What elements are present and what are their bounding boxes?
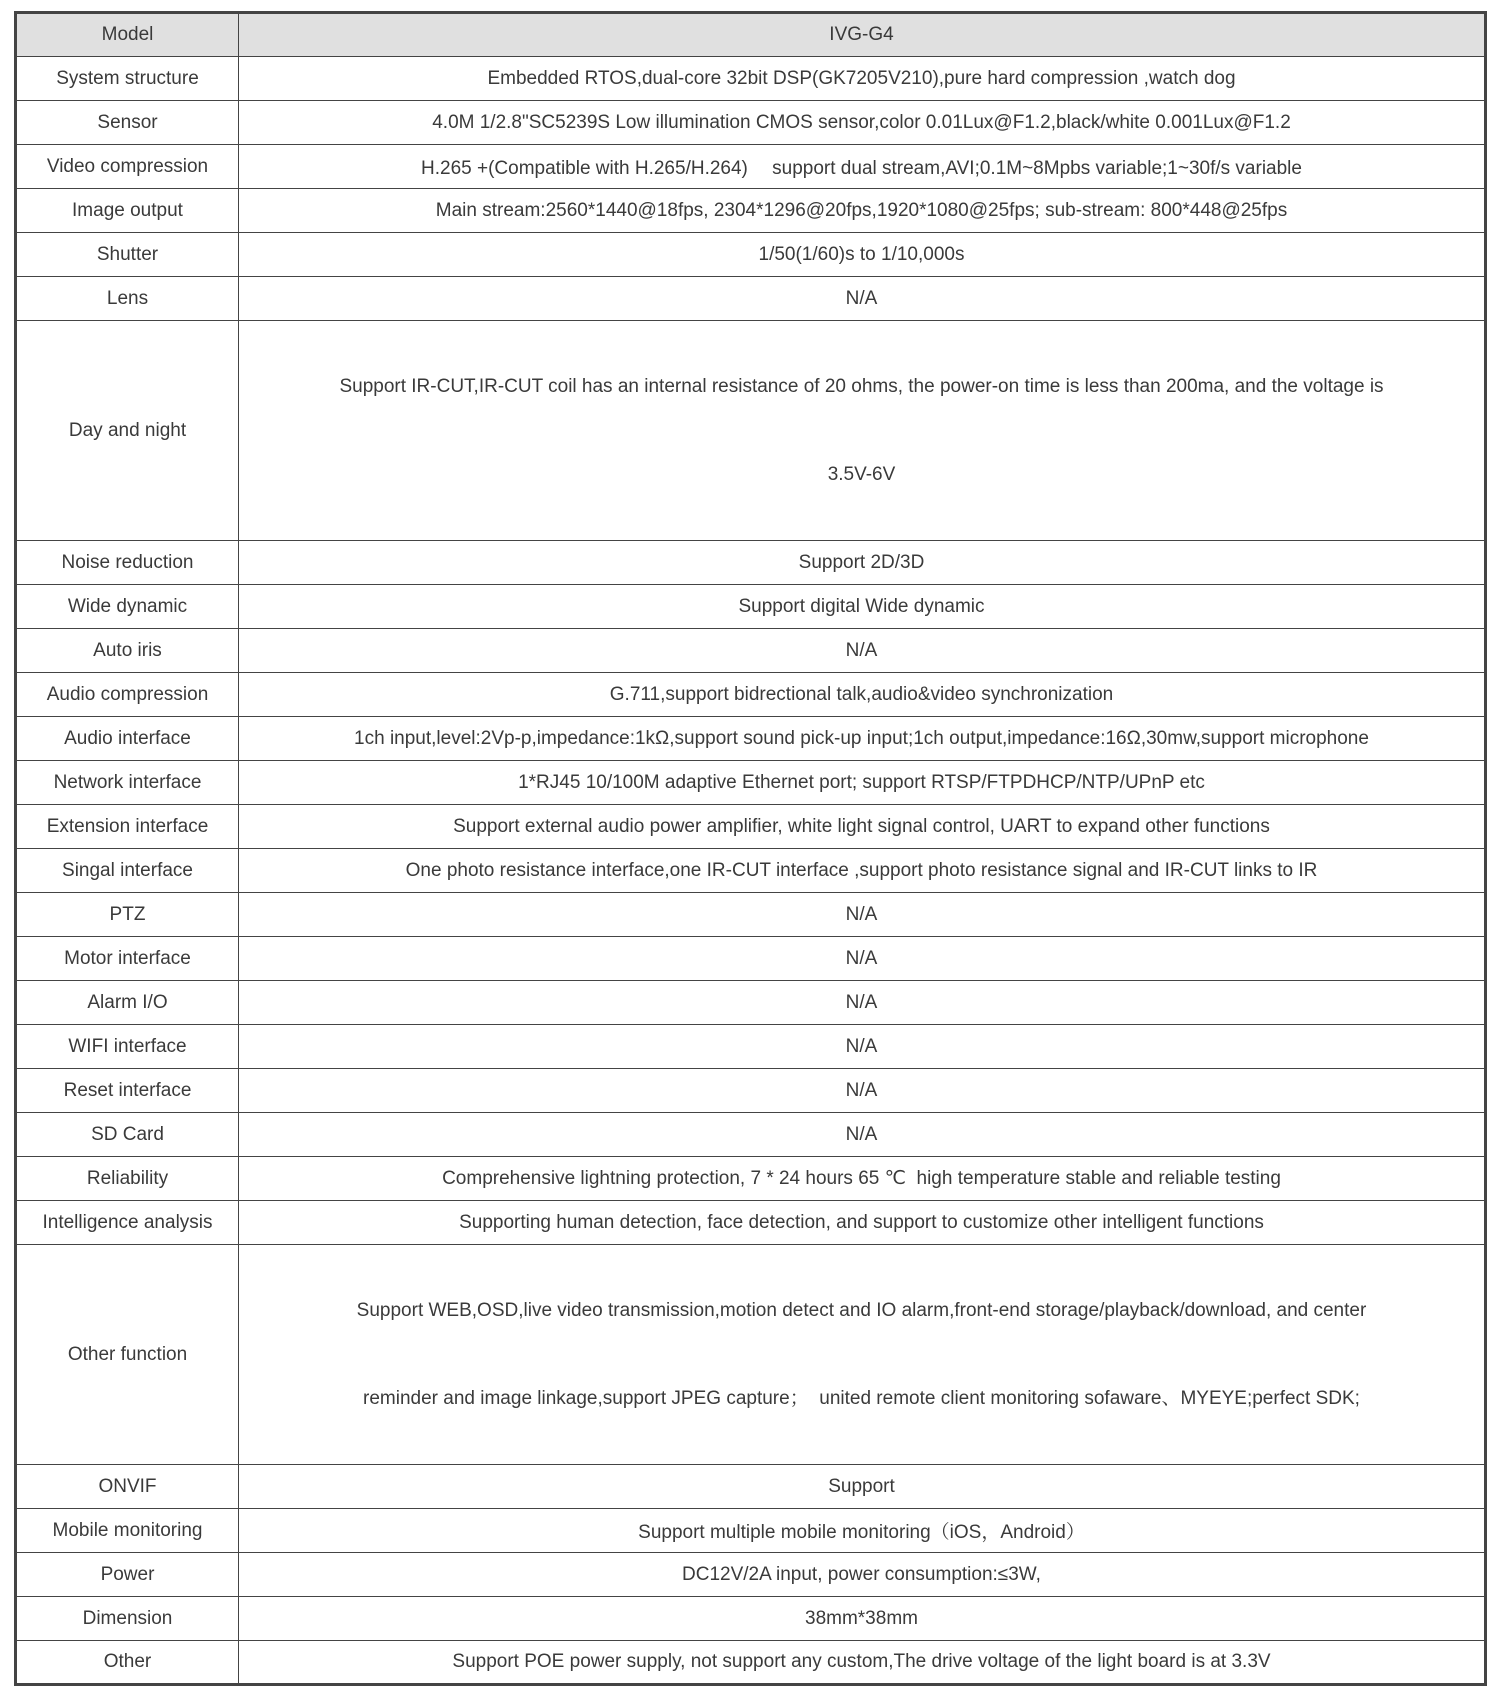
spec-header-value: IVG-G4	[239, 13, 1486, 57]
spec-value: Comprehensive lightning protection, 7 * 24 hours 65 ℃ high temperature stable and reliable testing	[239, 1157, 1486, 1201]
spec-label: Reliability	[16, 1157, 239, 1201]
spec-label: Shutter	[16, 233, 239, 277]
spec-value: DC12V/2A input, power consumption:≤3W,	[239, 1553, 1486, 1597]
spec-row-shutter	[16, 233, 1486, 277]
spec-label: Noise reduction	[16, 541, 239, 585]
spec-row-image-output	[16, 189, 1486, 233]
spec-row-dimension	[16, 1597, 1486, 1641]
spec-row-video-compression	[16, 145, 1486, 189]
spec-row-noise-reduction	[16, 541, 1486, 585]
spec-row-power	[16, 1553, 1486, 1597]
spec-header-row	[16, 13, 1486, 57]
spec-value: N/A	[239, 1113, 1486, 1157]
spec-value: N/A	[239, 1069, 1486, 1113]
spec-value: Support POE power supply, not support any custom,The drive voltage of the light board is at 3.3V	[239, 1641, 1486, 1685]
spec-value: 1/50(1/60)s to 1/10,000s	[239, 233, 1486, 277]
spec-label: Day and night	[16, 321, 239, 541]
spec-label: PTZ	[16, 893, 239, 937]
spec-row-reset-interface	[16, 1069, 1486, 1113]
spec-label: WIFI interface	[16, 1025, 239, 1069]
spec-row-intelligence-analysis	[16, 1201, 1486, 1245]
spec-label: Wide dynamic	[16, 585, 239, 629]
spec-value-line: 3.5V-6V	[827, 463, 896, 485]
spec-value: G.711,support bidrectional talk,audio&video synchronization	[239, 673, 1486, 717]
spec-label: SD Card	[16, 1113, 239, 1157]
spec-value: One photo resistance interface,one IR-CUT interface ,support photo resistance signal and IR-CUT links to IR	[239, 849, 1486, 893]
spec-value-line: Support IR-CUT,IR-CUT coil has an internal resistance of 20 ohms, the power-on time is less than 200ma, and the voltage is	[339, 376, 1384, 397]
spec-label: Singal interface	[16, 849, 239, 893]
spec-row-auto-iris	[16, 629, 1486, 673]
spec-row-day-and-night	[16, 321, 1486, 541]
spec-label: Power	[16, 1553, 239, 1597]
spec-value: Supporting human detection, face detection, and support to customize other intelligent functions	[239, 1201, 1486, 1245]
spec-row-mobile-monitoring	[16, 1509, 1486, 1553]
spec-value: Support external audio power amplifier, white light signal control, UART to expand other functions	[239, 805, 1486, 849]
spec-label: System structure	[16, 57, 239, 101]
spec-value: N/A	[239, 277, 1486, 321]
spec-label: Extension interface	[16, 805, 239, 849]
spec-value: H.265 +(Compatible with H.265/H.264) support dual stream,AVI;0.1M~8Mpbs variable;1~30f/s variable	[239, 145, 1486, 189]
spec-value: 1*RJ45 10/100M adaptive Ethernet port; support RTSP/FTPDHCP/NTP/UPnP etc	[239, 761, 1486, 805]
spec-value: Embedded RTOS,dual-core 32bit DSP(GK7205V210),pure hard compression ,watch dog	[239, 57, 1486, 101]
spec-value: Support	[239, 1465, 1486, 1509]
spec-row-sd-card	[16, 1113, 1486, 1157]
spec-row-system-structure	[16, 57, 1486, 101]
spec-label: ONVIF	[16, 1465, 239, 1509]
spec-label: Sensor	[16, 101, 239, 145]
spec-value: N/A	[239, 937, 1486, 981]
spec-label: Mobile monitoring	[16, 1509, 239, 1553]
spec-label: Other function	[16, 1245, 239, 1465]
spec-row-wifi-interface	[16, 1025, 1486, 1069]
spec-row-motor-interface	[16, 937, 1486, 981]
spec-row-extension-interface	[16, 805, 1486, 849]
spec-label: Reset interface	[16, 1069, 239, 1113]
spec-label: Dimension	[16, 1597, 239, 1641]
spec-row-wide-dynamic	[16, 585, 1486, 629]
spec-row-lens	[16, 277, 1486, 321]
spec-value: 4.0M 1/2.8"SC5239S Low illumination CMOS sensor,color 0.01Lux@F1.2,black/white 0.001Lux@F1.2	[239, 101, 1486, 145]
spec-label: Network interface	[16, 761, 239, 805]
spec-value: N/A	[239, 981, 1486, 1025]
spec-value: N/A	[239, 629, 1486, 673]
spec-label: Intelligence analysis	[16, 1201, 239, 1245]
spec-label: Motor interface	[16, 937, 239, 981]
spec-row-other-function	[16, 1245, 1486, 1465]
spec-value: N/A	[239, 1025, 1486, 1069]
spec-label: Lens	[16, 277, 239, 321]
spec-value	[239, 1245, 1486, 1465]
spec-row-onvif	[16, 1465, 1486, 1509]
spec-row-alarm-io	[16, 981, 1486, 1025]
spec-value	[239, 321, 1486, 541]
spec-value: 38mm*38mm	[239, 1597, 1486, 1641]
spec-row-sensor	[16, 101, 1486, 145]
spec-value: Support multiple mobile monitoring（iOS，Android）	[239, 1509, 1486, 1553]
spec-value: Support 2D/3D	[239, 541, 1486, 585]
spec-value: Support digital Wide dynamic	[239, 585, 1486, 629]
spec-header-label: Model	[16, 13, 239, 57]
spec-label: Audio interface	[16, 717, 239, 761]
spec-label: Alarm I/O	[16, 981, 239, 1025]
spec-row-audio-interface	[16, 717, 1486, 761]
spec-value: 1ch input,level:2Vp-p,impedance:1kΩ,support sound pick-up input;1ch output,impedance:16Ω,30mw,support microphone	[239, 717, 1486, 761]
spec-label: Auto iris	[16, 629, 239, 673]
spec-row-audio-compression	[16, 673, 1486, 717]
spec-row-reliability	[16, 1157, 1486, 1201]
spec-table	[14, 11, 1487, 1686]
spec-row-other	[16, 1641, 1486, 1685]
spec-row-ptz	[16, 893, 1486, 937]
spec-label: Audio compression	[16, 673, 239, 717]
spec-row-network-interface	[16, 761, 1486, 805]
spec-value-line: reminder and image linkage,support JPEG capture； united remote client monitoring sofaware、MYEYE;perfect SDK;	[363, 1387, 1360, 1409]
spec-value: Main stream:2560*1440@18fps, 2304*1296@20fps,1920*1080@25fps; sub-stream: 800*448@25fps	[239, 189, 1486, 233]
spec-label: Image output	[16, 189, 239, 233]
spec-row-singal-interface	[16, 849, 1486, 893]
spec-value: N/A	[239, 893, 1486, 937]
spec-value-line: Support WEB,OSD,live video transmission,motion detect and IO alarm,front-end storage/playback/download, and center	[356, 1300, 1367, 1321]
spec-label: Video compression	[16, 145, 239, 189]
spec-label: Other	[16, 1641, 239, 1685]
